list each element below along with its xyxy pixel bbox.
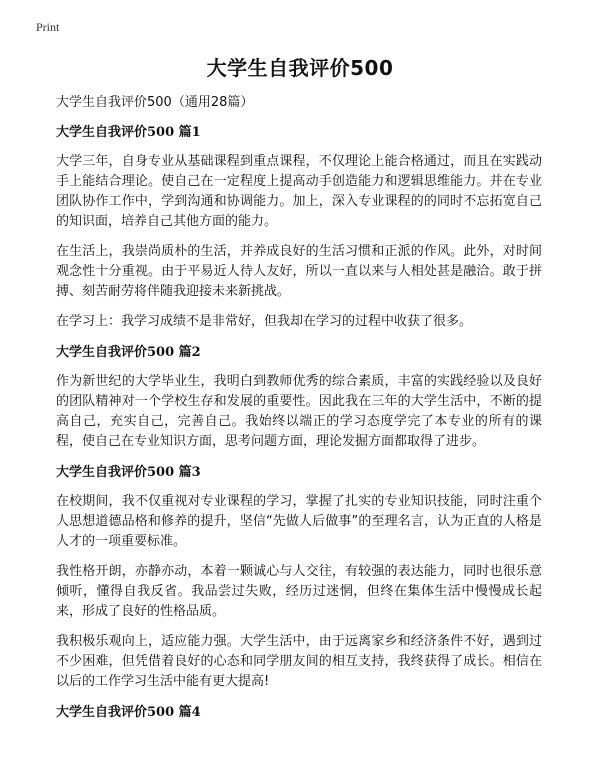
print-label: Print	[36, 20, 60, 34]
document-title: 大学生自我评价500	[206, 56, 394, 80]
paragraph: 我积极乐观向上，适应能力强。大学生活中，由于远离家乡和经济条件不好，遇到过不少困难，但凭借着良好的心态和同学朋友间的相互支持，我终获得了成长。相信在以后的工作学习生活中能有更大提高!	[56, 634, 542, 689]
section-4	[56, 704, 542, 722]
document-subtitle: 大学生自我评价500（通用28篇）	[56, 95, 254, 110]
section-heading: 大学生自我评价500 篇4	[56, 705, 201, 720]
paragraph: 在生活上，我崇尚质朴的生活，并养成良好的生活习惯和正派的作风。此外，对时间观念性十分重视。由于平易近人待人友好，所以一直以来与人相处甚是融洽。敢于拼搏、刻苦耐劳将伴随我迎接未来新挑战。	[56, 244, 542, 299]
section-heading: 大学生自我评价500 篇1	[56, 125, 201, 140]
section-heading: 大学生自我评价500 篇3	[56, 465, 201, 480]
paragraph: 大学三年，自身专业从基础课程到重点课程，不仅理论上能合格通过，而且在实践动手上能结合理论。使自己在一定程度上提高动手创造能力和逻辑思维能力。并在专业团队协作工作中，学到沟通和协调能力。加上，深入专业课程的的同时不忘拓宽自己的知识面，培养自己其他方面的能力。	[56, 154, 542, 229]
paragraph: 在学习上：我学习成绩不是非常好，但我却在学习的过程中收获了很多。	[56, 314, 473, 329]
section-3	[56, 464, 542, 692]
section-1	[56, 124, 542, 332]
document-body	[56, 94, 542, 734]
paragraph: 在校期间，我不仅重视对专业课程的学习，掌握了扎实的专业知识技能，同时注重个人思想道德品格和修养的提升，坚信“先做人后做事”的至理名言，认为正直的人格是人才的一项重要标准。	[56, 494, 542, 549]
paragraph: 作为新世纪的大学毕业生，我明白到教师优秀的综合素质，丰富的实践经验以及良好的团队精神对一个学校生存和发展的重要性。因此我在三年的大学生活中，不断的提高自己，充实自己，完善自己。我始终以端正的学习态度学完了本专业的所有的课程，使自己在专业知识方面，思考问题方面，理论发掘方面都取得了进步。	[56, 374, 542, 449]
paragraph: 我性格开朗，亦静亦动，本着一颗诚心与人交往，有较强的表达能力，同时也很乐意倾听，懂得自我反省。我品尝过失败，经历过迷惘，但终在集体生活中慢慢成长起来，形成了良好的性格品质。	[56, 564, 542, 619]
section-2	[56, 344, 542, 452]
section-heading: 大学生自我评价500 篇2	[56, 345, 201, 360]
